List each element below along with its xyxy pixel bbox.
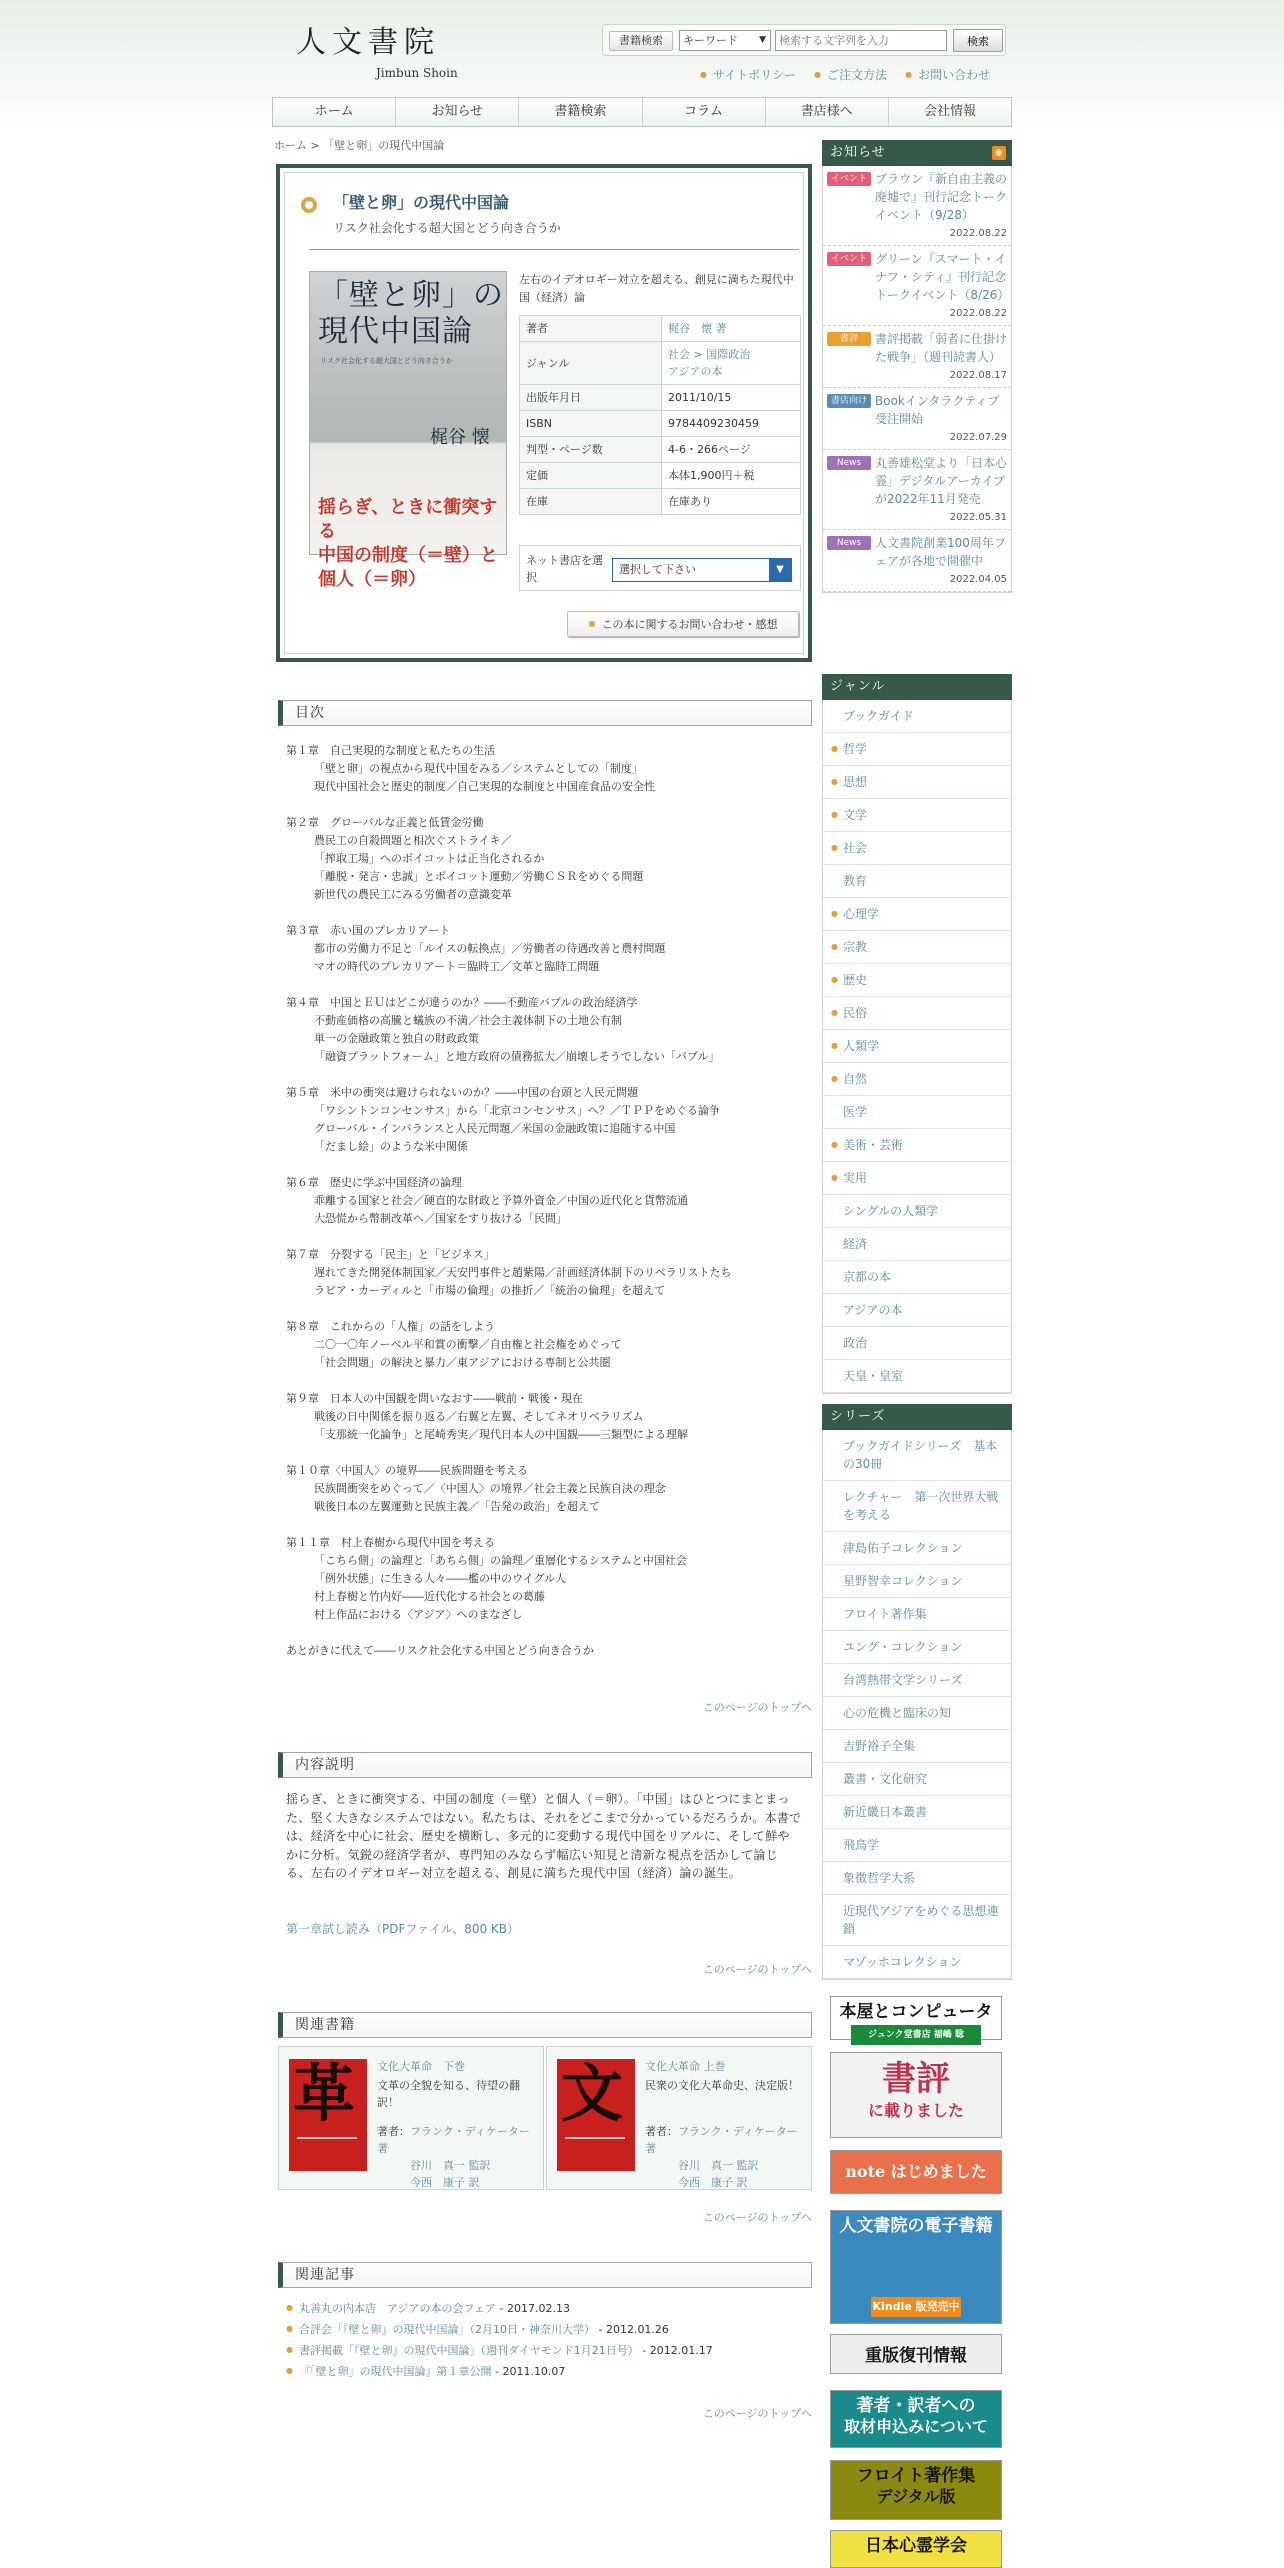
table-row — [520, 411, 801, 437]
toc-item: 乖離する国家と社会／硬直的な財政と予算外資金／中国の近代化と貨幣流通 — [314, 1194, 688, 1207]
toc-item: 遅れてきた開発体制国家／天安門事件と趙紫陽／計画経済体制下のリベラリストたち — [314, 1266, 732, 1279]
toc-chapter-title: 第１章 自己実現的な制度と私たちの生活 — [286, 744, 495, 757]
toc-item: 現代中国社会と歴史的制度／自己実現的な制度と中国産食品の安全性 — [314, 780, 655, 793]
sidebar-item-genre[interactable]: ● 宗教 — [823, 931, 1011, 964]
banner-title: 重版復刊情報 — [865, 2346, 967, 2366]
author-link[interactable]: フランク・ディケーター 著 — [645, 2125, 798, 2155]
sidebar-item-genre[interactable]: ● 人類学 — [823, 1030, 1011, 1063]
toc-item: 「こちら側」の論理と「あちら側」の論理／重層化するシステムと中国社会 — [314, 1554, 687, 1567]
banner-subtitle: デジタル版 — [876, 2487, 956, 2506]
toc-item: 二〇一〇年ノーベル平和賞の衝撃／自由権と社会権をめぐって — [314, 1338, 622, 1351]
news-badge: イベント — [827, 252, 871, 266]
sidebar-banner[interactable] — [830, 2460, 1002, 2520]
news-item[interactable] — [823, 246, 1011, 326]
news-title[interactable]: Bookインタラクティブ受注開始 — [875, 394, 1000, 426]
news-title[interactable]: 丸善雄松堂より「日本心霊」デジタルアーカイブが2022年11月発売 — [875, 456, 1008, 506]
toc-chapter-title: 第１１章 村上春樹から現代中国を考える — [286, 1536, 495, 1549]
page-top-link[interactable]: このページのトップへ — [702, 1963, 812, 1976]
info-value: 在庫あり — [662, 489, 801, 515]
related-books-heading: 関連書籍 — [278, 2012, 812, 2038]
sidebar-item-series[interactable]: 飛鳥学 — [823, 1829, 1011, 1862]
title-bullet-icon — [301, 197, 317, 213]
related-book-cover[interactable] — [557, 2059, 635, 2171]
nav-home[interactable]: ホーム — [273, 98, 396, 126]
toc-heading: 目次 — [278, 700, 812, 726]
sidebar-item-series[interactable]: 象徴哲学大系 — [823, 1862, 1011, 1895]
toc-chapter — [286, 994, 806, 1066]
news-item[interactable] — [823, 166, 1011, 246]
info-value — [662, 316, 801, 342]
table-row — [520, 489, 801, 515]
search-type-select[interactable] — [679, 30, 771, 51]
sidebar-item-series[interactable]: 津島佑子コレクション — [823, 1532, 1011, 1565]
sample-pdf-link[interactable]: 第一章試し読み（PDFファイル、800 KB） — [286, 1922, 520, 1936]
toc-chapter-title: 第５章 米中の衝突は避けられないのか？――中国の台頭と人民元問題 — [286, 1086, 638, 1099]
toc-item: 大恐慌から幣制改革へ／国家をすり抜ける「民間」 — [314, 1212, 567, 1225]
banner-title: 日本心霊学会 — [865, 2536, 967, 2556]
news-badge: News — [827, 456, 871, 470]
table-row — [520, 316, 801, 342]
news-date: 2022.08.22 — [949, 228, 1007, 239]
article-date: - 2011.10.07 — [491, 2365, 566, 2378]
sidebar-item-series[interactable]: 吉野裕子全集 — [823, 1730, 1011, 1763]
toc-chapter — [286, 814, 806, 904]
cover-title-line1: 「壁と卵」の — [318, 278, 504, 313]
toc-item: 「融資プラットフォーム」と地方政府の債務拡大／崩壊しそうでしない「バブル」 — [314, 1050, 720, 1063]
toc-chapter — [286, 1390, 806, 1444]
author-link[interactable]: 谷川 真一 監訳 — [410, 2159, 491, 2172]
sidebar-item-series[interactable]: 近現代アジアをめぐる思想連鎖 — [823, 1895, 1011, 1946]
sidebar-banner[interactable] — [830, 2530, 1002, 2568]
news-title[interactable]: 書評掲載「弱者に仕掛けた戦争」（週刊読書人） — [875, 332, 1008, 364]
net-shop-select[interactable] — [612, 558, 792, 582]
sidebar-banner[interactable] — [830, 2390, 1002, 2448]
related-book-title[interactable]: 文化大革命 上巻 — [645, 2060, 726, 2073]
net-shop-selector — [519, 545, 801, 591]
sidebar-item-genre[interactable]: 政治 — [823, 1327, 1011, 1360]
sidebar-banner[interactable] — [830, 2150, 1002, 2194]
related-book-cover[interactable] — [289, 2059, 367, 2171]
sidebar-item-genre[interactable]: ● 哲学 — [823, 733, 1011, 766]
rss-icon[interactable]: ◉ — [992, 146, 1006, 160]
info-value: 2011/10/15 — [662, 385, 801, 411]
book-detail-box — [276, 164, 812, 662]
breadcrumb[interactable]: ホーム > 「壁と卵」の現代中国論 — [274, 139, 445, 152]
toc-item: グローバル・インバランスと人民元問題／米国の金融政策に追随する中国 — [314, 1122, 676, 1135]
list-item — [286, 2340, 806, 2361]
sidebar-item-genre[interactable]: ● 民俗 — [823, 997, 1011, 1030]
toc-item: 「社会問題」の解決と暴力／東アジアにおける専制と公共圏 — [314, 1356, 611, 1369]
series-heading: シリーズ — [822, 1404, 1012, 1430]
toc-item: 村上作品における〈アジア〉へのまなざし — [314, 1608, 523, 1621]
list-item — [286, 2319, 806, 2340]
page-top-link[interactable]: このページのトップへ — [702, 2407, 812, 2420]
description-heading: 内容説明 — [278, 1752, 812, 1778]
author-link[interactable]: 谷川 真一 監訳 — [678, 2159, 759, 2172]
sidebar-item-genre[interactable]: 京都の本 — [823, 1261, 1011, 1294]
author-link[interactable]: フランク・ディケーター 著 — [377, 2125, 530, 2155]
news-badge: イベント — [827, 172, 871, 186]
cover-title — [318, 278, 504, 350]
toc-item: 「離脱・発言・忠誠」とボイコット運動／労働ＣＳＲをめぐる問題 — [314, 870, 644, 883]
genre-link-asia[interactable]: アジアの本 — [668, 365, 723, 378]
search-box — [602, 24, 1006, 56]
series-list — [822, 1430, 1012, 1980]
news-badge: 書評 — [827, 332, 871, 346]
sidebar-item-genre[interactable]: ● 思想 — [823, 766, 1011, 799]
news-title[interactable]: ブラウン『新自由主義の廃墟で』刊行記念トークイベント（9/28） — [875, 172, 1008, 222]
chevron-down-icon: ▼ — [759, 35, 766, 45]
info-value: 本体1,900円＋税 — [662, 463, 801, 489]
title-divider — [309, 249, 799, 250]
toc-chapter — [286, 1246, 806, 1300]
info-value: 9784409230459 — [662, 411, 801, 437]
toc-chapter-title: 第３章 赤い国のプレカリアート — [286, 924, 451, 937]
info-value — [662, 342, 801, 385]
sidebar-item-genre[interactable]: ブックガイド — [823, 700, 1011, 733]
order-method-link[interactable]: ● ご注文方法 — [814, 68, 887, 82]
toc-chapter — [286, 1084, 806, 1156]
article-link[interactable]: 丸善丸の内本店 アジアの本の会フェア — [298, 2302, 496, 2315]
sidebar-item-series[interactable]: ブックガイドシリーズ 基本の30冊 — [823, 1430, 1011, 1481]
banner-subtitle: に載りました — [867, 2101, 964, 2120]
related-book-authors — [377, 2123, 541, 2189]
book-subtitle: リスク社会化する超大国とどう向き合うか — [333, 221, 561, 235]
cover-glyph: 文 — [561, 2057, 624, 2130]
toc-chapter-title: あとがきに代えて――リスク社会化する中国とどう向き合うか — [286, 1644, 594, 1657]
nav-bookstores[interactable]: 書店様へ — [766, 98, 889, 126]
sidebar-item-genre[interactable]: シングルの人類学 — [823, 1195, 1011, 1228]
author-label: 著者： — [377, 2125, 410, 2138]
toc-item: 「壁と卵」の視点から現代中国をみる／システムとしての「制度」 — [314, 762, 643, 775]
info-key: ISBN — [520, 411, 662, 437]
toc-item: 村上春樹と竹内好――近代化する社会との葛藤 — [314, 1590, 545, 1603]
sidebar-item-genre[interactable]: ● 自然 — [823, 1063, 1011, 1096]
toc-chapter — [286, 1642, 806, 1660]
news-item[interactable] — [823, 530, 1011, 592]
info-key: 判型・ページ数 — [520, 437, 662, 463]
article-link[interactable]: 『「壁と卵」の現代中国論』第１章公開 — [298, 2365, 492, 2378]
banner-subtitle: Kindle 版発売中 — [871, 2297, 961, 2317]
author-link[interactable]: 今西 康子 訳 — [410, 2176, 480, 2189]
header-links — [700, 66, 1008, 84]
toc-item: 「ワシントンコンセンサス」から「北京コンセンサス」へ？／ＴＰＰをめぐる論争 — [314, 1104, 720, 1117]
banner-title: 人文書院の電子書籍 — [839, 2216, 993, 2236]
toc-chapter — [286, 1318, 806, 1372]
nav-book-search[interactable]: 書籍検索 — [519, 98, 642, 126]
cover-author: 梶谷 懐 — [430, 427, 490, 448]
sidebar-banner[interactable] — [830, 2052, 1002, 2138]
info-key: 出版年月日 — [520, 385, 662, 411]
sidebar-item-genre[interactable]: 経済 — [823, 1228, 1011, 1261]
cover-subtitle: リスク社会化する超大国とどう向き合うか — [320, 357, 453, 365]
article-link[interactable]: 書評掲載「『壁と卵』の現代中国論」（週刊ダイヤモンド1月21日号） — [298, 2344, 639, 2357]
book-title: 「壁と卵」の現代中国論 — [333, 193, 510, 212]
chevron-down-icon[interactable]: ▼ — [769, 559, 791, 581]
nav-company[interactable]: 会社情報 — [923, 104, 976, 119]
info-key: 在庫 — [520, 489, 662, 515]
search-type-value: キーワード — [683, 34, 738, 47]
info-key: 著者 — [520, 316, 662, 342]
related-book-catch: 文革の全貌を知る、待望の翻訳！ — [377, 2079, 520, 2109]
global-nav — [272, 97, 1012, 127]
toc-item: マオの時代のプレカリアート＝臨時工／文革と臨時工問題 — [314, 960, 600, 973]
toc-chapter — [286, 1174, 806, 1228]
sidebar-item-genre[interactable]: ● 実用 — [823, 1162, 1011, 1195]
cover-glyph: 革 — [293, 2057, 356, 2130]
article-date: - 2012.01.26 — [594, 2323, 669, 2336]
news-title[interactable]: 人文書院創業100周年フェアが各地で開催中 — [875, 536, 1006, 568]
related-book-title[interactable]: 文化大革命 下巻 — [377, 2060, 465, 2073]
toc-chapter-title: 第１０章〈中国人〉の境界――民族問題を考える — [286, 1464, 528, 1477]
toc-item: 「支那統一化論争」と尾崎秀実／現代日本人の中国観――三類型による理解 — [314, 1428, 688, 1441]
genre-list — [822, 700, 1012, 1394]
book-description: 揺らぎ、ときに衝突する、中国の制度（＝壁）と個人（＝卵）。「中国」はひとつにまとまった、堅く大きなシステムではない。私たちは、それをどこまで分かっているだろうか。本書では、経済を中心に社会、歴史を横断し、多元的に変動する現代中国をリアルに、そして鮮やかに分析。気鋭の経済学者が、専門知のみならず幅広い知見と清新な視点を活かして論じる、左右のイデオロギー対立を超える、創見に満ちた現代中国（経済）論の誕生。 — [286, 1792, 802, 1880]
info-value: 4-6・266ページ — [662, 437, 801, 463]
sidebar-item-series[interactable]: フロイト著作集 — [823, 1598, 1011, 1631]
news-date: 2022.07.29 — [949, 432, 1007, 443]
news-date: 2022.05.31 — [949, 512, 1007, 523]
sidebar-item-series[interactable]: 台湾熱帯文学シリーズ — [823, 1664, 1011, 1697]
site-logo[interactable]: 人文書院 — [296, 25, 440, 60]
sidebar-item-genre[interactable]: 教育 — [823, 865, 1011, 898]
site-policy-link[interactable]: ● サイトポリシー — [700, 68, 796, 82]
page-top-link[interactable]: このページのトップへ — [702, 1701, 812, 1714]
news-date: 2022.04.05 — [949, 574, 1007, 585]
nav-news[interactable]: お知らせ — [396, 98, 519, 126]
sidebar-banner[interactable] — [830, 2210, 1002, 2324]
related-book-card[interactable] — [546, 2046, 812, 2190]
article-link[interactable]: 合評会「『壁と卵』の現代中国論」（2月10日・神奈川大学） — [298, 2323, 595, 2336]
book-detail-inner — [284, 172, 804, 654]
toc-item: 不動産価格の高騰と蟻族の不満／社会主義体制下の土地公有制 — [314, 1014, 622, 1027]
net-shop-label: ネット書店を選択 — [526, 554, 603, 584]
author-link[interactable]: 今西 康子 訳 — [678, 2176, 748, 2189]
banner-title: 本屋とコンピュータ — [839, 2002, 993, 2022]
sidebar-item-genre[interactable]: 医学 — [823, 1096, 1011, 1129]
cover-catch-line2: 中国の制度（＝壁）と個人（＝卵） — [318, 545, 498, 590]
sidebar-item-genre[interactable]: ● 歴史 — [823, 964, 1011, 997]
toc-item: 「だまし絵」のような米中関係 — [314, 1140, 468, 1153]
cover-catch-line1: 揺らぎ、ときに衝突する — [318, 497, 498, 542]
book-cover-image — [309, 271, 507, 590]
contact-link[interactable]: ● お問い合わせ — [905, 68, 990, 82]
sidebar-item-genre[interactable]: ● 心理学 — [823, 898, 1011, 931]
toc-item: ラピア・カーディルと「市場の倫理」の推折／「統治の倫理」を超えて — [314, 1284, 666, 1297]
info-key: ジャンル — [520, 342, 662, 385]
toc-chapter-title: 第８章 これからの「人権」の話をしよう — [286, 1320, 495, 1333]
toc-chapter — [286, 742, 806, 796]
search-label: 書籍検索 — [609, 31, 673, 51]
table-of-contents — [286, 742, 806, 1660]
table-row — [520, 342, 801, 385]
toc-item: 戦後の日中関係を振り返る／右翼と左翼、そしてネオリベラリズム — [314, 1410, 644, 1423]
author-label: 著者： — [645, 2125, 678, 2138]
sidebar-item-series[interactable]: 星野智幸コレクション — [823, 1565, 1011, 1598]
table-row — [520, 463, 801, 489]
author-link[interactable]: 梶谷 懐 著 — [668, 322, 727, 335]
banner-title: 書評 — [882, 2059, 950, 2099]
news-heading-label: お知らせ — [830, 145, 886, 160]
news-heading — [822, 140, 1012, 166]
toc-item: 新世代の農民工にみる労働者の意識変革 — [314, 888, 512, 901]
sidebar-item-series[interactable]: ユング・コレクション — [823, 1631, 1011, 1664]
news-badge: News — [827, 536, 871, 550]
table-row — [520, 385, 801, 411]
banner-title: note はじめました — [845, 2162, 987, 2181]
related-book-card[interactable] — [278, 2046, 544, 2190]
sidebar-item-genre[interactable]: ● 社会 — [823, 832, 1011, 865]
book-catch-copy: 左右のイデオロギー対立を超える、創見に満ちた現代中国（経済）論 — [519, 273, 794, 304]
site-header — [0, 0, 1284, 130]
toc-item: 「例外状態」に生きる人々――檻の中のウイグル人 — [314, 1572, 567, 1585]
toc-chapter-title: 第２章 グローバルな正義と低賃金労働 — [286, 816, 484, 829]
sidebar-item-genre[interactable]: ● 文学 — [823, 799, 1011, 832]
news-item[interactable] — [823, 326, 1011, 388]
banner-title: フロイト著作集 — [856, 2466, 976, 2486]
article-date: - 2017.02.13 — [496, 2302, 570, 2315]
toc-item: 農民工の自殺問題と相次ぐストライキ／ — [314, 834, 512, 847]
search-input[interactable] — [775, 30, 947, 51]
info-key: 定価 — [520, 463, 662, 489]
toc-item: 都市の労働力不足と「ルイスの転換点」／労働者の待遇改善と農村問題 — [314, 942, 666, 955]
sidebar-item-genre[interactable]: ● 美術・芸術 — [823, 1129, 1011, 1162]
related-book-catch: 民衆の文化大革命史、決定版！ — [645, 2079, 799, 2092]
sidebar-item-series[interactable]: マゾッホコレクション — [823, 1946, 1011, 1979]
sidebar-item-series[interactable]: 新近畿日本叢書 — [823, 1796, 1011, 1829]
toc-chapter-title: 第６章 歴史に学ぶ中国経済の論理 — [286, 1176, 462, 1189]
page-top-link[interactable]: このページのトップへ — [702, 2211, 812, 2224]
net-shop-select-value: 選択して下さい — [619, 563, 696, 576]
cover-catch — [318, 496, 500, 592]
news-item[interactable] — [823, 450, 1011, 530]
related-book-authors — [645, 2123, 809, 2189]
table-row — [520, 437, 801, 463]
toc-chapter — [286, 1462, 806, 1516]
news-title[interactable]: グリーン『スマート・イナフ・シティ』刊行記念トークイベント（8/26） — [875, 252, 1010, 302]
list-item — [286, 2298, 806, 2319]
sidebar-item-series[interactable]: レクチャー 第一次世界大戦を考える — [823, 1481, 1011, 1532]
news-list — [822, 166, 1012, 593]
toc-item: 単一の金融政策と独自の財政政策 — [314, 1032, 479, 1045]
toc-item: 「搾取工場」へのボイコットは正当化されるか — [314, 852, 545, 865]
toc-chapter-title: 第９章 日本人の中国観を問いなおす――戦前・戦後・現在 — [286, 1392, 583, 1405]
toc-chapter-title: 第４章 中国とＥＵはどこが違うのか？――不動産バブルの政治経済学 — [286, 996, 638, 1009]
nav-column[interactable]: コラム — [643, 98, 766, 126]
book-info-table — [519, 315, 801, 515]
sidebar-item-series[interactable]: 心の危機と臨床の知 — [823, 1697, 1011, 1730]
toc-chapter — [286, 922, 806, 976]
sidebar-banner[interactable] — [830, 2334, 1002, 2374]
article-date: - 2012.01.17 — [638, 2344, 713, 2357]
banner-subtitle: 取材申込みについて — [844, 2417, 988, 2436]
inquiry-button[interactable]: ● この本に関するお問い合わせ・感想 — [567, 611, 799, 637]
genre-heading: ジャンル — [822, 674, 1012, 700]
banner-title: 著者・訳者への — [856, 2396, 976, 2416]
sidebar-banner[interactable] — [830, 1996, 1002, 2040]
sidebar-item-series[interactable]: 叢書・文化研究 — [823, 1763, 1011, 1796]
sidebar-item-genre[interactable]: アジアの本 — [823, 1294, 1011, 1327]
sidebar-item-genre[interactable]: 天皇・皇室 — [823, 1360, 1011, 1393]
related-articles-heading: 関連記事 — [278, 2262, 812, 2288]
banner-subtitle: ジュンク堂書店 福嶋 聡 — [851, 2025, 981, 2045]
toc-item: 戦後日本の左翼運動と民族主義／「告発の政治」を超えて — [314, 1500, 600, 1513]
news-item[interactable] — [823, 388, 1011, 450]
news-date: 2022.08.22 — [949, 308, 1007, 319]
news-badge: 書店向け — [827, 394, 871, 408]
search-button[interactable]: 検索 — [953, 29, 1003, 52]
related-articles-list — [286, 2298, 806, 2382]
toc-chapter — [286, 1534, 806, 1624]
site-logo-subtitle: Jimbun Shoin — [376, 66, 458, 80]
toc-chapter-title: 第７章 分裂する「民主」と「ビジネス」 — [286, 1248, 495, 1261]
genre-link[interactable]: 社会 > 国際政治 — [668, 348, 751, 361]
news-date: 2022.08.17 — [949, 370, 1007, 381]
cover-title-line2: 現代中国論 — [318, 314, 473, 349]
toc-item: 民族間衝突をめぐって／〈中国人〉の境界／社会主義と民族自決の理念 — [314, 1482, 666, 1495]
list-item — [286, 2361, 806, 2382]
